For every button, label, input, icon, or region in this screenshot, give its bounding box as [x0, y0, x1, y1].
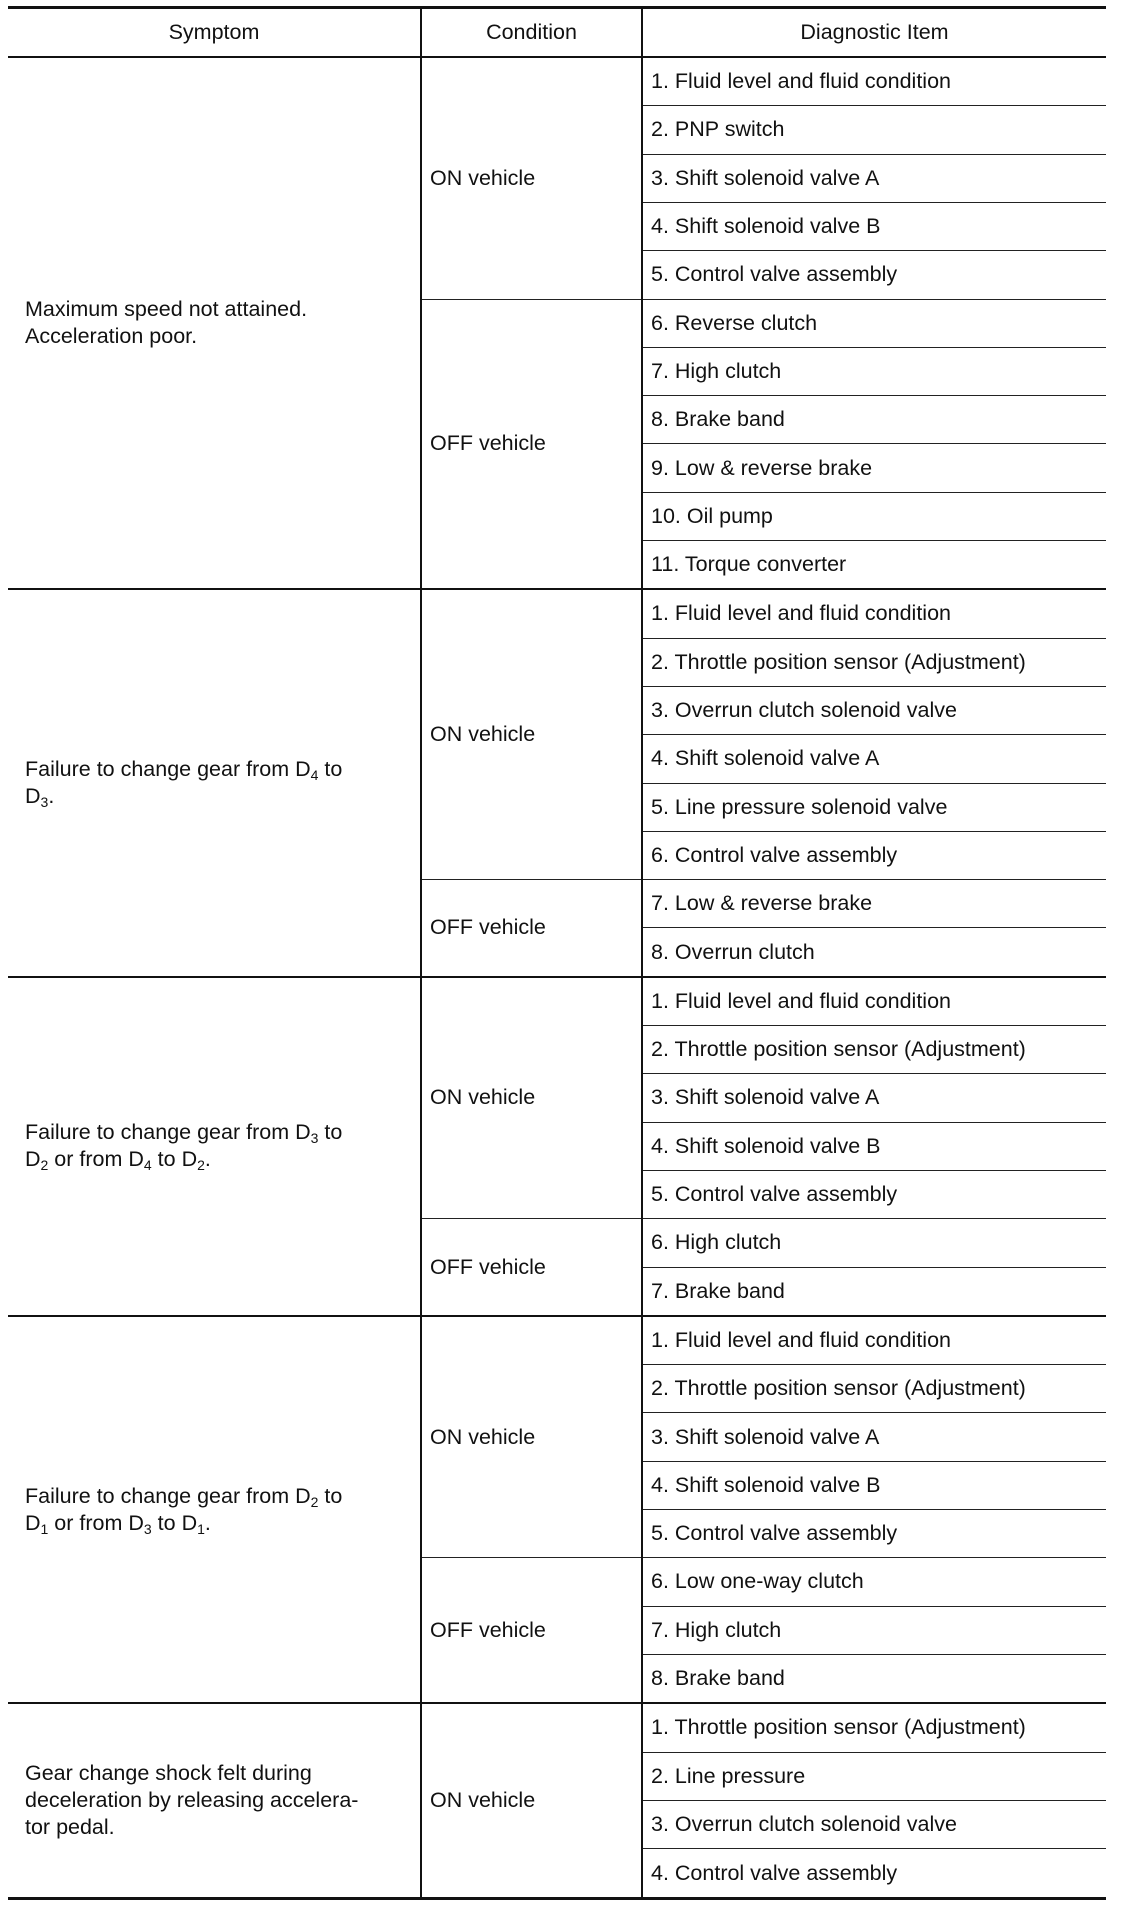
- diagnostic-item-cell: 1. Fluid level and fluid condition: [642, 589, 1106, 638]
- diagnostic-item-cell: 6. Reverse clutch: [642, 299, 1106, 347]
- diagnostic-item-cell: 6. Control valve assembly: [642, 831, 1106, 879]
- diagnostic-item-cell: 10. Oil pump: [642, 492, 1106, 540]
- diagnostic-item-cell: 3. Overrun clutch solenoid valve: [642, 686, 1106, 734]
- table-body: [8, 57, 1106, 1899]
- diagnostic-item-cell: 8. Brake band: [642, 1654, 1106, 1703]
- diagnostic-item-cell: 7. Brake band: [642, 1267, 1106, 1316]
- symptom-line: $D_2$ or from $D_4$ to $D_2$.: [25, 1147, 211, 1174]
- diagnostic-item-cell: 2. PNP switch: [642, 106, 1106, 154]
- diagnostic-item-cell: 2. Throttle position sensor (Adjustment): [642, 1026, 1106, 1074]
- symptom-cell: [8, 1316, 421, 1703]
- condition-cell: OFF vehicle: [421, 299, 642, 589]
- condition-cell: OFF vehicle: [421, 880, 642, 977]
- diagnostic-item-cell: 5. Control valve assembly: [642, 1170, 1106, 1218]
- diagnostic-item-cell: 8. Overrun clutch: [642, 928, 1106, 977]
- diagnostic-item-cell: 2. Throttle position sensor (Adjustment): [642, 638, 1106, 686]
- diagnostic-item-cell: 5. Control valve assembly: [642, 1510, 1106, 1558]
- condition-cell: ON vehicle: [421, 1703, 642, 1898]
- diagnostic-item-cell: 1. Throttle position sensor (Adjustment): [642, 1703, 1106, 1752]
- diagnostic-item-cell: 9. Low & reverse brake: [642, 444, 1106, 492]
- diagnostic-item-cell: 4. Shift solenoid valve A: [642, 735, 1106, 783]
- symptom-line: $D_1$ or from $D_3$ to $D_1$.: [25, 1510, 211, 1537]
- header-diagnostic-item: Diagnostic Item: [642, 8, 1106, 58]
- table-row: [8, 57, 1106, 106]
- diagnostic-item-cell: 8. Brake band: [642, 396, 1106, 444]
- header-condition: Condition: [421, 8, 642, 58]
- diagnostic-item-cell: 3. Overrun clutch solenoid valve: [642, 1800, 1106, 1848]
- condition-cell: ON vehicle: [421, 57, 642, 299]
- symptom-cell: [8, 1703, 421, 1898]
- symptom-cell: [8, 57, 421, 589]
- table-row: [8, 977, 1106, 1026]
- diagnostic-item-cell: 7. High clutch: [642, 347, 1106, 395]
- diagnostic-item-cell: 2. Line pressure: [642, 1752, 1106, 1800]
- diagnostic-item-cell: 4. Control valve assembly: [642, 1849, 1106, 1899]
- condition-cell: ON vehicle: [421, 977, 642, 1219]
- symptom-line: deceleration by releasing accelera-: [25, 1788, 359, 1813]
- symptom-line: tor pedal.: [25, 1815, 115, 1840]
- diagnostic-item-cell: 7. Low & reverse brake: [642, 880, 1106, 928]
- table-row: [8, 1316, 1106, 1365]
- diagnostic-item-cell: 4. Shift solenoid valve B: [642, 1122, 1106, 1170]
- symptom-line: Maximum speed not attained.: [25, 297, 308, 322]
- diagnostic-item-cell: 2. Throttle position sensor (Adjustment): [642, 1365, 1106, 1413]
- table-row: [8, 1703, 1106, 1752]
- diagnostic-item-cell: 3. Shift solenoid valve A: [642, 154, 1106, 202]
- header-symptom: Symptom: [8, 8, 421, 58]
- symptom-line: Acceleration poor.: [25, 324, 198, 349]
- symptom-line: Failure to change gear from $D_3$ to: [25, 1120, 343, 1147]
- diagnostic-item-cell: 4. Shift solenoid valve B: [642, 1461, 1106, 1509]
- header-row: [8, 8, 1106, 58]
- diagnostic-item-cell: 6. Low one-way clutch: [642, 1558, 1106, 1606]
- condition-cell: ON vehicle: [421, 1316, 642, 1558]
- symptom-cell: [8, 589, 421, 976]
- table-row: [8, 589, 1106, 638]
- diagnostic-item-cell: 1. Fluid level and fluid condition: [642, 1316, 1106, 1365]
- diagnostic-item-cell: 1. Fluid level and fluid condition: [642, 57, 1106, 106]
- table-header: [8, 8, 1106, 58]
- symptom-line: Gear change shock felt during: [25, 1761, 312, 1786]
- condition-cell: OFF vehicle: [421, 1219, 642, 1316]
- diagnostic-item-cell: 1. Fluid level and fluid condition: [642, 977, 1106, 1026]
- diagnostic-table: [8, 6, 1106, 1900]
- diagnostic-item-cell: 3. Shift solenoid valve A: [642, 1413, 1106, 1461]
- symptom-line: $D_3$.: [25, 784, 55, 810]
- condition-cell: OFF vehicle: [421, 1558, 642, 1703]
- diagnostic-item-cell: 3. Shift solenoid valve A: [642, 1074, 1106, 1122]
- symptom-line: Failure to change gear from $D_4$ to: [25, 757, 343, 783]
- condition-cell: ON vehicle: [421, 589, 642, 879]
- diagnostic-item-cell: 6. High clutch: [642, 1219, 1106, 1267]
- symptom-cell: [8, 977, 421, 1316]
- diagnostic-item-cell: 5. Control valve assembly: [642, 251, 1106, 299]
- diagnostic-item-cell: 5. Line pressure solenoid valve: [642, 783, 1106, 831]
- diagnostic-item-cell: 11. Torque converter: [642, 540, 1106, 589]
- diagnostic-item-cell: 7. High clutch: [642, 1606, 1106, 1654]
- diagnostic-item-cell: 4. Shift solenoid valve B: [642, 202, 1106, 250]
- symptom-line: Failure to change gear from $D_2$ to: [25, 1483, 343, 1510]
